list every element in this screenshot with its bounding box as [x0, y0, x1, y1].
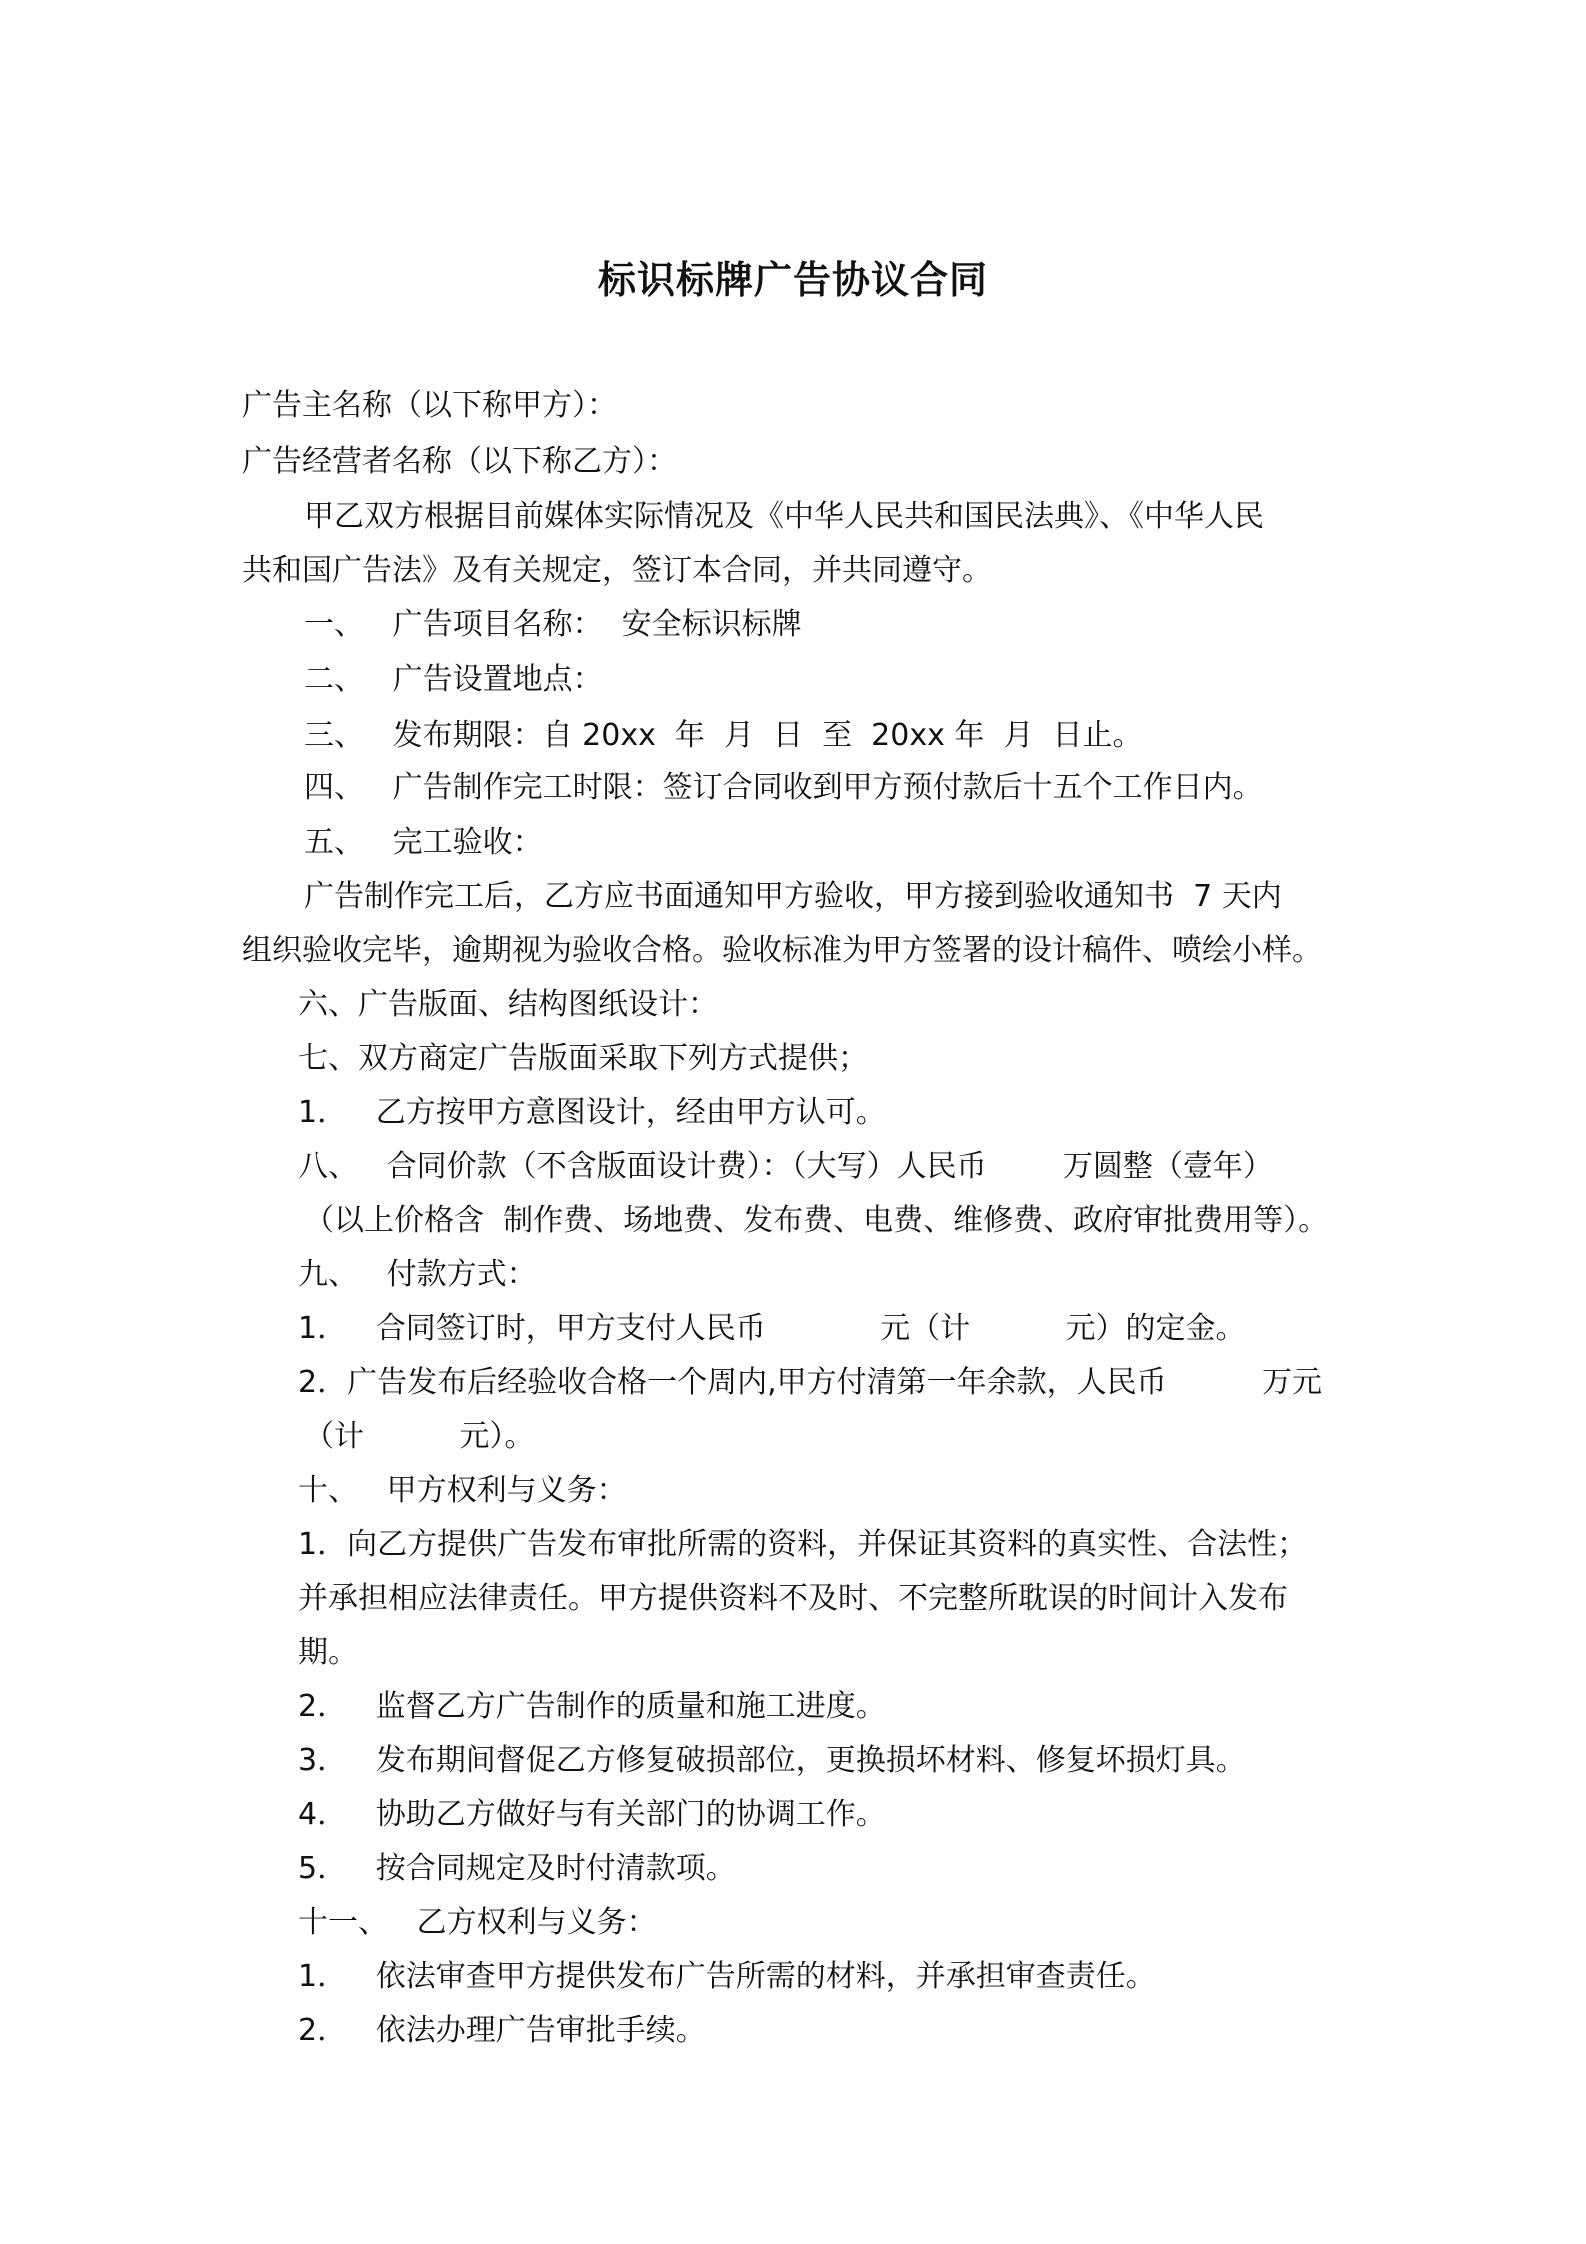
acceptance-paragraph-line-1: 广告制作完工后，乙方应书面通知甲方验收，甲方接到验收通知书 7 天内: [304, 879, 1282, 914]
preamble-line-2: 共和国广告法》及有关规定，签订本合同，并共同遵守。: [242, 553, 992, 588]
clause-10-item-1-line-3: 期。: [298, 1635, 358, 1670]
clause-9-item-1-line: 1． 合同签订时，甲方支付人民币 元（计 元）的定金。: [298, 1311, 1246, 1346]
clause-9-item-2-line-1: 2．广告发布后经验收合格一个周内,甲方付清第一年余款，人民币 万元: [298, 1365, 1322, 1400]
party-b-name-line: 广告经营者名称（以下称乙方）：: [242, 444, 677, 479]
clause-11-item-2-line: 2． 依法办理广告审批手续。: [298, 2013, 706, 2048]
clause-7-line: 七、双方商定广告版面采取下列方式提供；: [298, 1041, 868, 1076]
clause-6-line: 六、广告版面、结构图纸设计：: [298, 987, 718, 1022]
clause-9-line: 九、 付款方式：: [298, 1257, 537, 1292]
clause-11-line: 十一、 乙方权利与义务：: [298, 1905, 657, 1940]
clause-10-item-5-line: 5． 按合同规定及时付清款项。: [298, 1851, 736, 1886]
clause-10-line: 十、 甲方权利与义务：: [298, 1473, 627, 1508]
clause-4-line: 四、 广告制作完工时限：签订合同收到甲方预付款后十五个工作日内。: [304, 770, 1263, 805]
clause-7-item-1-line: 1． 乙方按甲方意图设计，经由甲方认可。: [298, 1095, 886, 1130]
clause-5-line: 五、 完工验收：: [304, 825, 543, 860]
clause-10-item-4-line: 4． 协助乙方做好与有关部门的协调工作。: [298, 1797, 886, 1832]
acceptance-paragraph-line-2: 组织验收完毕，逾期视为验收合格。验收标准为甲方签署的设计稿件、喷绘小样。: [242, 933, 1322, 968]
document-title: 标识标牌广告协议合同: [597, 258, 988, 302]
clause-10-item-3-line: 3． 发布期间督促乙方修复破损部位，更换损坏材料、修复坏损灯具。: [298, 1743, 1246, 1778]
preamble-line-1: 甲乙双方根据目前媒体实际情况及《中华人民共和国民法典》、《中华人民: [304, 499, 1264, 534]
clause-9-item-2-line-2: （计 元）。: [304, 1419, 535, 1454]
clause-8-line: 八、 合同价款（不含版面设计费）：（大写）人民币 万圆整（壹年）: [298, 1149, 1273, 1184]
clause-11-item-1-line: 1． 依法审查甲方提供发布广告所需的材料，并承担审查责任。: [298, 1959, 1156, 1994]
clause-1-line: 一、 广告项目名称： 安全标识标牌: [304, 607, 802, 642]
clause-2-line: 二、 广告设置地点：: [304, 662, 603, 697]
clause-10-item-1-line-2: 并承担相应法律责任。甲方提供资料不及时、不完整所耽误的时间计入发布: [298, 1581, 1288, 1616]
party-a-name-line: 广告主名称（以下称甲方）：: [242, 388, 617, 423]
clause-10-item-2-line: 2． 监督乙方广告制作的质量和施工进度。: [298, 1689, 886, 1724]
clause-8-note-line: （以上价格含 制作费、场地费、发布费、电费、维修费、政府审批费用等）。: [304, 1203, 1329, 1238]
clause-10-item-1-line-1: 1．向乙方提供广告发布审批所需的资料，并保证其资料的真实性、合法性；: [298, 1527, 1308, 1562]
clause-3-line: 三、 发布期限：自 20xx 年 月 日 至 20xx 年 月 日止。: [304, 718, 1143, 753]
